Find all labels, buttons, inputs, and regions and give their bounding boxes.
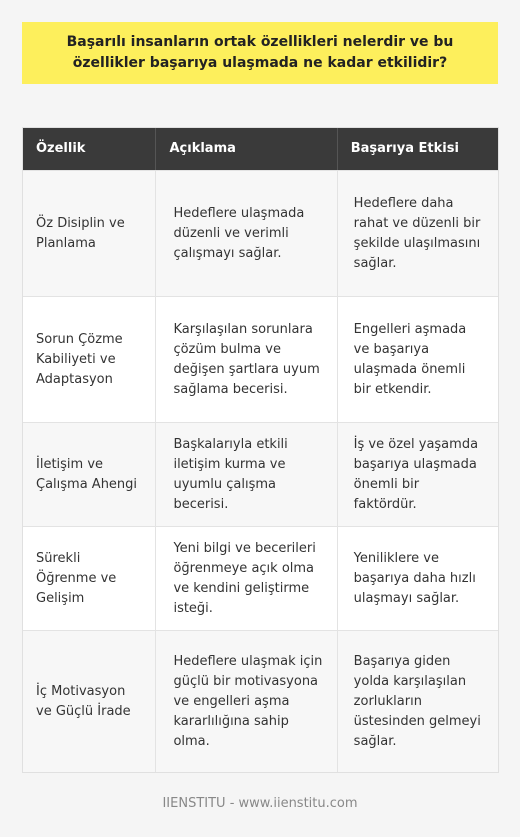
table-cell-effect: İş ve özel yaşamda başarıya ulaşmada önemli bir faktördür. [353, 436, 479, 512]
table-cell-description: Karşılaşılan sorunlara çözüm bulma ve değişen şartlara uyum sağlama becerisi. [156, 297, 337, 422]
table-cell-description: Hedeflere ulaşmak için güçlü bir motivasyona ve engelleri aşma kararlılığına sahip olma. [156, 631, 337, 772]
table-row [23, 422, 498, 526]
table-cell-trait: İç Motivasyon ve Güçlü İrade [23, 631, 156, 772]
table-row [23, 526, 498, 630]
table-row [23, 170, 498, 296]
title-banner [22, 22, 498, 84]
table-cell-effect: Engelleri aşmada ve başarıya ulaşmada önemli bir etkendir. [353, 321, 467, 397]
table-cell-trait: İletişim ve Çalışma Ahengi [23, 423, 156, 526]
table-header-row [23, 128, 498, 170]
table-cell-effect: Başarıya giden yolda karşılaşılan zorlukların üstesinden gelmeyi sağlar. [353, 653, 481, 749]
table-cell-trait: Sürekli Öğrenme ve Gelişim [23, 527, 156, 630]
footer-credit: IIENSTITU - www.iienstitu.com [162, 796, 358, 811]
table-cell-description: Yeni bilgi ve becerileri öğrenmeye açık olma ve kendini geliştirme isteği. [156, 527, 337, 630]
table-cell-trait: Sorun Çözme Kabiliyeti ve Adaptasyon [23, 297, 156, 422]
header-cell-trait: Özellik [23, 128, 156, 170]
table-row [23, 296, 498, 422]
header-cell-effect: Başarıya Etkisi [350, 141, 459, 156]
table-cell-description: Başkalarıyla etkili iletişim kurma ve uyumlu çalışma becerisi. [156, 423, 337, 526]
table-cell-effect: Yeniliklere ve başarıya daha hızlı ulaşmayı sağlar. [353, 550, 476, 606]
table-cell-trait: Öz Disiplin ve Planlama [23, 171, 156, 296]
table-cell-description: Hedeflere ulaşmada düzenli ve verimli çalışmayı sağlar. [156, 171, 337, 296]
table-cell-effect: Hedeflere daha rahat ve düzenli bir şekilde ulaşılmasını sağlar. [353, 195, 481, 271]
traits-table [22, 127, 499, 773]
page-title: Başarılı insanların ortak özellikleri nelerdir ve bu özellikler başarıya ulaşmada ne kadar etkilidir? [66, 34, 454, 71]
header-cell-description: Açıklama [156, 128, 337, 170]
table-row [23, 630, 498, 772]
